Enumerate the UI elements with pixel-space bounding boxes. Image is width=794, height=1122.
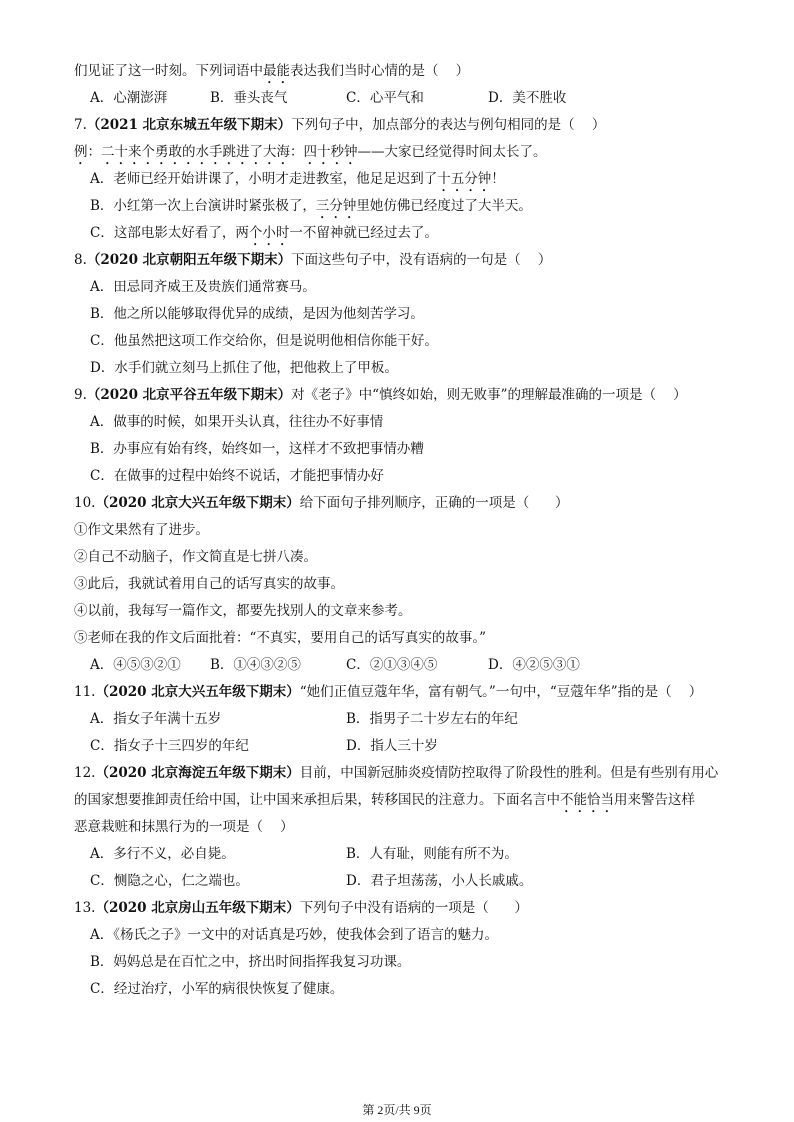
answer-choice: B．①④③②⑤ <box>210 657 301 673</box>
text-segment: ③此后，我就试着用自己的话写真实的故事。 <box>74 576 344 592</box>
text-segment: ⑤老师在我的作文后面批着：“不真实，要用自己的话写真实的故事。” <box>74 630 487 646</box>
question-source: （2021 北京东城五年级下期末） <box>86 117 292 133</box>
text-segment: 们见证了这一时刻。下列词语中 <box>74 63 263 79</box>
emphasized-text: 十五分钟 <box>437 171 492 187</box>
text-segment: 8. <box>74 252 87 268</box>
answer-choice: C．恻隐之心，仁之端也。 <box>90 873 249 889</box>
question-line <box>74 601 412 621</box>
text-segment: 7. <box>74 117 87 133</box>
text-segment: 13. <box>74 900 96 916</box>
question-line <box>74 61 469 87</box>
text-segment: 恶意栽赃和抹黑行为的一项是（ ） <box>74 819 294 835</box>
answer-choice: D．美不胜收 <box>488 90 567 106</box>
text-segment: C．他虽然把这项工作交给你，但是说明他相信你能干好。 <box>90 333 438 349</box>
text-segment: 里她仿佛已经度过了大半天。 <box>356 198 532 214</box>
text-segment: 下列句子中没有语病的一项是（ ） <box>299 900 529 916</box>
text-segment: C．在做事的过程中始终不说话，才能把事情办好 <box>90 468 384 484</box>
option-line <box>90 223 438 249</box>
answer-choice: B．垂头丧气 <box>210 90 288 106</box>
text-segment: D．水手们就立刻马上抓住了他，把他救上了甲板。 <box>90 360 398 376</box>
question-source: （2020 北京朝阳五年级下期末） <box>86 252 292 268</box>
question-source: （2020 北京平谷五年级下期末） <box>86 387 292 403</box>
text-segment: ②自己不动脑子，作文简直是七拼八凑。 <box>74 549 317 565</box>
text-segment: 12. <box>74 765 96 781</box>
question-line <box>74 385 687 405</box>
answer-choice: A．指女子年满十五岁 <box>90 711 222 727</box>
text-segment: 下列句子中，加点部分的表达与例句相同的是（ ） <box>291 117 606 133</box>
question-line <box>74 898 528 918</box>
page-footer: 第 2页/共 9页 <box>362 1103 432 1117</box>
option-line <box>90 304 424 324</box>
question-line <box>74 250 551 270</box>
option-line <box>90 466 384 486</box>
text-segment: 给下面句子排列顺序，正确的一项是（ ） <box>299 495 569 511</box>
answer-choice: C．②①③④⑤ <box>346 657 438 673</box>
answer-choice: D．④②⑤③① <box>488 657 580 673</box>
text-segment: ④以前，我每写一篇作文，都要先找别人的文章来参考。 <box>74 603 412 619</box>
answer-choice: C．心平气和 <box>346 90 424 106</box>
text-segment: 一不留神就已经过去了。 <box>289 225 438 241</box>
option-line <box>90 952 410 972</box>
answer-choice: A．心潮澎湃 <box>90 90 168 106</box>
text-segment: ——大家已经觉得时间太长了。 <box>357 144 547 160</box>
answer-choice: A．④⑤③②① <box>90 657 181 673</box>
text-segment: ①作文果然有了进步。 <box>74 522 209 538</box>
question-line <box>74 520 209 540</box>
text-segment: 10. <box>74 495 96 511</box>
text-segment: “她们正值豆蔻年华，富有朝气。”一句中，“豆蔻年华”指的是（ ） <box>299 684 703 700</box>
text-segment: 9. <box>74 387 87 403</box>
text-segment: 目前，中国新冠肺炎疫情防控取得了阶段性的胜利。但是有些别有用心 <box>299 765 719 781</box>
question-line <box>74 115 605 135</box>
question-line <box>74 763 718 783</box>
question-source: （2020 北京房山五年级下期末） <box>95 900 300 916</box>
text-segment: C．这部电影太好看了，两 <box>90 225 249 241</box>
text-segment: 的国家想要推卸责任给中国，让中国来承担后果，转移国民的注意力。下面名言中 <box>74 792 560 808</box>
text-segment: B．办事应有始有终，始终如一，这样才不致把事情办糟 <box>90 441 424 457</box>
answer-choice: C．指女子十三四岁的年纪 <box>90 738 249 754</box>
question-source: （2020 北京海淀五年级下期末） <box>95 765 300 781</box>
text-segment: A．田忌同齐威王及贵族们通常赛马。 <box>90 279 316 295</box>
option-line <box>90 979 343 999</box>
option-line <box>90 331 438 351</box>
question-line <box>74 574 344 594</box>
text-segment: A．做事的时候，如果开头认真，往往办不好事情 <box>90 414 384 430</box>
emphasized-text: 不能恰当 <box>560 792 614 808</box>
option-line <box>90 925 498 945</box>
text-segment: B．妈妈总是在百忙之中，挤出时间指挥我复习功课。 <box>90 954 411 970</box>
question-line <box>74 682 702 702</box>
option-line <box>90 358 398 378</box>
emphasized-text: 最能 <box>263 63 290 79</box>
text-segment: B．小红第一次上台演讲时紧张极了， <box>90 198 316 214</box>
question-line <box>74 817 294 837</box>
text-segment: 对《老子》中“慎终如始，则无败事”的理解最准确的一项是（ ） <box>291 387 687 403</box>
text-segment: 用来警告这样 <box>614 792 695 808</box>
emphasized-text: 个小时 <box>248 225 290 241</box>
answer-choice: B．指男子二十岁左右的年纪 <box>346 711 518 727</box>
option-line <box>90 169 505 195</box>
text-segment: A．《杨氏之子》一文中的对话真是巧妙，使我体会到了语言的魅力。 <box>90 927 498 943</box>
question-line <box>74 790 695 816</box>
text-segment: 11. <box>74 684 96 700</box>
option-line <box>90 196 532 222</box>
answer-choice: D．指人三十岁 <box>346 738 438 754</box>
answer-choice: B．人有耻，则能有所不为。 <box>346 846 518 862</box>
option-line <box>90 277 316 297</box>
text-segment: ！ <box>491 171 505 187</box>
emphasized-text: 例：二十来个勇敢的水手跳进了大海：四十秒钟 <box>74 144 358 160</box>
option-line <box>90 412 383 432</box>
question-line <box>74 628 486 648</box>
text-segment: B．他之所以能够取得优异的成绩，是因为他刻苦学习。 <box>90 306 424 322</box>
answer-choice: D．君子坦荡荡，小人长戚戚。 <box>346 873 533 889</box>
question-source: （2020 北京大兴五年级下期末） <box>95 495 300 511</box>
text-segment: C．经过治疗，小军的病很快恢复了健康。 <box>90 981 344 997</box>
text-segment: 下面这些句子中，没有语病的一句是（ ） <box>291 252 552 268</box>
question-line <box>74 493 569 513</box>
text-segment: 表达我们当时心情的是（ ） <box>290 63 470 79</box>
answer-choice: A．多行不义，必自毙。 <box>90 846 235 862</box>
question-line <box>74 547 317 567</box>
text-segment: A．老师已经开始讲课了，小明才走进教室，他足足迟到了 <box>90 171 438 187</box>
option-line <box>90 439 424 459</box>
question-source: （2020 北京大兴五年级下期末） <box>95 684 300 700</box>
emphasized-text: 三分钟 <box>315 198 357 214</box>
question-line <box>74 142 547 168</box>
